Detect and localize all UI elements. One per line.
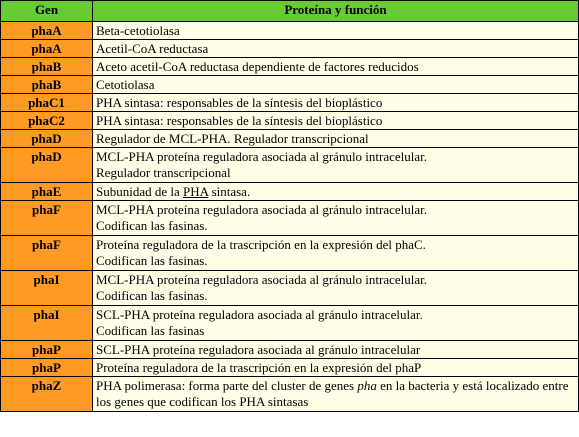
description-line-2: Codifican las fasinas.	[96, 288, 208, 303]
table-row	[1, 341, 579, 359]
gene-cell: phaP	[1, 359, 93, 377]
gene-cell: phaC1	[1, 94, 93, 112]
table-row	[1, 130, 579, 148]
table-row	[1, 112, 579, 130]
description-cell: Acetil-CoA reductasa	[93, 40, 579, 58]
table-row	[1, 76, 579, 94]
header-gene: Gen	[1, 1, 93, 22]
gene-cell: phaF	[1, 201, 93, 236]
table-row	[1, 94, 579, 112]
description-line-1: SCL-PHA proteína reguladora asociada al gránulo intracelular.	[96, 307, 423, 322]
description-cell	[93, 183, 579, 201]
gene-cell: phaF	[1, 236, 93, 271]
description-line-2: Codifican las fasinas	[96, 323, 205, 338]
description-line-1: MCL-PHA proteína reguladora asociada al gránulo intracelular.	[96, 202, 428, 217]
description-line-1: MCL-PHA proteína reguladora asociada al gránulo intracelular.	[96, 149, 428, 164]
gene-cell: phaP	[1, 341, 93, 359]
table-row	[1, 148, 579, 183]
gene-cell: phaC2	[1, 112, 93, 130]
description-line-2: Regulador transcripcional	[96, 165, 231, 180]
description-cell: PHA sintasa: responsables de la síntesis del bioplástico	[93, 112, 579, 130]
table-row	[1, 306, 579, 341]
description-cell	[93, 306, 579, 341]
table-row	[1, 40, 579, 58]
description-text: sintasa.	[208, 184, 251, 199]
description-cell: Beta-cetotiolasa	[93, 22, 579, 40]
description-line-1: MCL-PHA proteína reguladora asociada al gránulo intracelular.	[96, 272, 428, 287]
table-row	[1, 183, 579, 201]
gene-cell: phaD	[1, 148, 93, 183]
table-row	[1, 271, 579, 306]
table-row	[1, 359, 579, 377]
gene-cell: phaZ	[1, 377, 93, 412]
gene-cell: phaA	[1, 40, 93, 58]
description-cell: Aceto acetil-CoA reductasa dependiente de factores reducidos	[93, 58, 579, 76]
underlined-term: PHA	[183, 184, 209, 199]
table-row	[1, 201, 579, 236]
description-text: en la bacteria y está localizado entre los genes que codifican los PHA sintasas	[96, 378, 569, 409]
description-cell: Cetotiolasa	[93, 76, 579, 94]
description-cell	[93, 201, 579, 236]
gene-cell: phaB	[1, 76, 93, 94]
table-row	[1, 236, 579, 271]
description-line-1: Proteína reguladora de la trascripción en la expresión del phaC.	[96, 237, 426, 252]
description-cell: Regulador de MCL-PHA. Regulador transcripcional	[93, 130, 579, 148]
gene-cell: phaB	[1, 58, 93, 76]
table-row	[1, 377, 579, 412]
table-header-row	[1, 1, 579, 22]
table-row	[1, 58, 579, 76]
table-row	[1, 22, 579, 40]
description-cell	[93, 148, 579, 183]
italic-term: pha	[357, 378, 377, 393]
description-cell: SCL-PHA proteína reguladora asociada al gránulo intracelular	[93, 341, 579, 359]
description-text: PHA polimerasa: forma parte del cluster de genes	[96, 378, 358, 393]
description-text: Subunidad de la	[96, 184, 184, 199]
gene-cell: phaI	[1, 271, 93, 306]
gene-cell: phaI	[1, 306, 93, 341]
description-cell: PHA sintasa: responsables de la síntesis del bioplástico	[93, 94, 579, 112]
header-function: Proteína y función	[93, 1, 579, 22]
description-cell	[93, 236, 579, 271]
gene-cell: phaA	[1, 22, 93, 40]
description-cell	[93, 377, 579, 412]
description-line-2: Codifican las fasinas.	[96, 218, 208, 233]
gene-cell: phaD	[1, 130, 93, 148]
description-cell	[93, 271, 579, 306]
description-cell: Proteína reguladora de la trascripción en la expresión del phaP	[93, 359, 579, 377]
description-line-2: Codifican las fasinas.	[96, 253, 208, 268]
gene-cell: phaE	[1, 183, 93, 201]
